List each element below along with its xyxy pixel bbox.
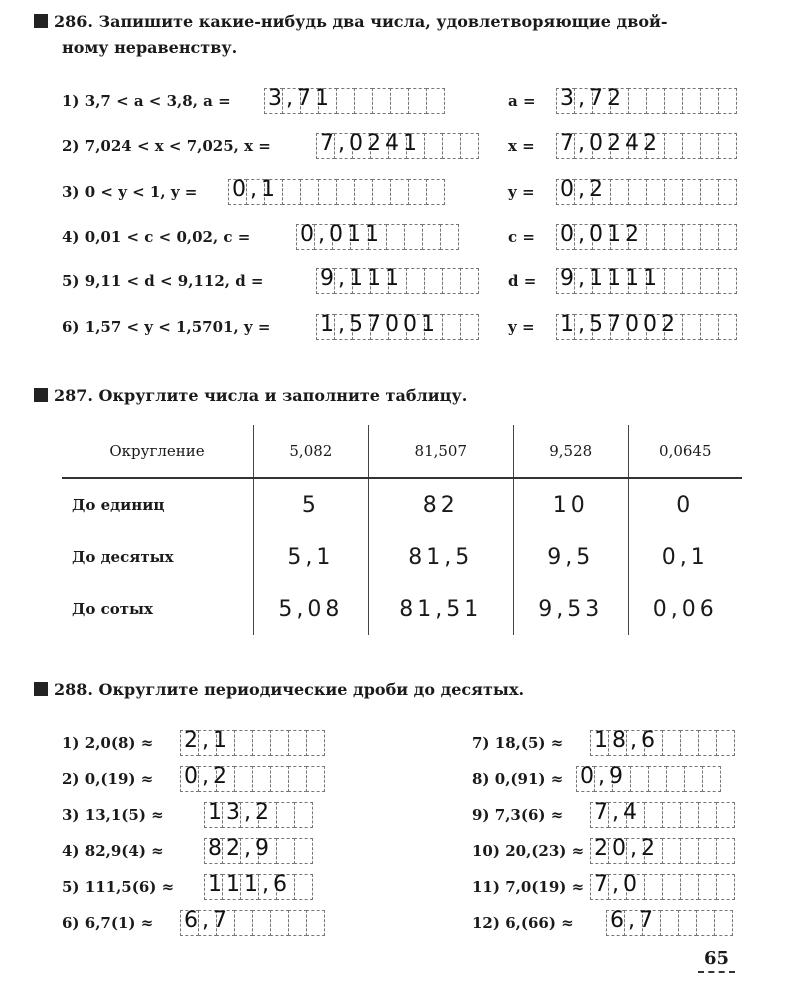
grid-cell — [682, 133, 701, 159]
answer-field[interactable] — [606, 910, 732, 936]
table-cell: 82 — [368, 478, 513, 531]
grid-cell — [700, 88, 719, 114]
grid-cell — [460, 268, 479, 294]
handwritten-answer: 6,7 — [610, 908, 657, 933]
grid-cell — [678, 910, 697, 936]
grid-cell — [664, 88, 683, 114]
answer-field[interactable] — [590, 730, 734, 756]
table-cell: 5,08 — [254, 583, 369, 635]
grid-cell — [700, 133, 719, 159]
grid-cell — [424, 268, 443, 294]
grid-cell — [300, 179, 319, 205]
grid-cell — [372, 179, 391, 205]
answer-field[interactable] — [228, 179, 444, 205]
table-cell: 0,1 — [661, 544, 709, 570]
handwritten-answer: 0,2 — [560, 177, 607, 202]
grid-cell — [442, 268, 461, 294]
answer-field[interactable] — [204, 838, 312, 864]
handwritten-answer: 3,72 — [560, 86, 625, 111]
task-text-continuation: ному неравенству. — [62, 38, 238, 57]
grid-cell — [684, 766, 703, 792]
page-number: 65 — [698, 948, 735, 973]
answer-field[interactable] — [556, 133, 736, 159]
answer-field[interactable] — [316, 133, 478, 159]
grid-cell — [662, 838, 681, 864]
handwritten-answer: 9,111 — [320, 266, 403, 291]
grid-cell — [442, 314, 461, 340]
grid-cell — [408, 179, 427, 205]
grid-cell — [698, 838, 717, 864]
answer-field[interactable] — [316, 268, 478, 294]
grid-cell — [276, 802, 295, 828]
answer-field[interactable] — [204, 802, 312, 828]
grid-cell — [716, 730, 735, 756]
grid-cell — [288, 910, 307, 936]
grid-cell — [716, 874, 735, 900]
inequality-condition: 1) 3,7 < a < 3,8, a = — [62, 92, 231, 110]
grid-cell — [426, 88, 445, 114]
task-text: Запишите какие-нибудь два числа, удовлетворяющие двой- — [98, 12, 668, 31]
grid-cell — [700, 268, 719, 294]
task-288-heading — [34, 680, 524, 700]
fraction-question: 8) 0,(91) ≈ — [472, 770, 564, 788]
grid-cell — [680, 838, 699, 864]
answer-field[interactable] — [556, 224, 736, 250]
grid-cell — [442, 133, 461, 159]
grid-cell — [696, 910, 715, 936]
handwritten-answer: 0,011 — [300, 222, 383, 247]
grid-cell — [422, 224, 441, 250]
inequality-condition: 5) 9,11 < d < 9,112, d = — [62, 272, 264, 290]
grid-cell — [336, 179, 355, 205]
inequality-condition: 6) 1,57 < y < 1,5701, y = — [62, 318, 271, 336]
grid-cell — [234, 730, 253, 756]
table-header-row — [62, 425, 742, 478]
grid-cell — [318, 179, 337, 205]
grid-cell — [698, 874, 717, 900]
grid-cell — [718, 88, 737, 114]
grid-cell — [698, 802, 717, 828]
answer-field[interactable] — [316, 314, 478, 340]
handwritten-answer: 0,2 — [184, 764, 231, 789]
grid-cell — [714, 910, 733, 936]
table-cell: 5,1 — [254, 531, 369, 583]
table-row — [62, 531, 742, 583]
variable-label: d = — [508, 272, 537, 290]
task-287-heading — [34, 386, 467, 406]
handwritten-answer: 3,71 — [268, 86, 333, 111]
fraction-question: 10) 20,(23) ≈ — [472, 842, 585, 860]
answer-field[interactable] — [590, 874, 734, 900]
grid-cell — [354, 88, 373, 114]
grid-cell — [660, 910, 679, 936]
fraction-question: 5) 111,5(6) ≈ — [62, 878, 175, 896]
task-text: Округлите числа и заполните таблицу. — [98, 386, 468, 405]
answer-field[interactable] — [556, 179, 736, 205]
grid-cell — [662, 730, 681, 756]
fraction-question: 4) 82,9(4) ≈ — [62, 842, 164, 860]
handwritten-answer: 82,9 — [208, 836, 273, 861]
grid-cell — [294, 802, 313, 828]
table-cell: 0,06 — [652, 596, 718, 622]
grid-cell — [460, 133, 479, 159]
grid-cell — [276, 838, 295, 864]
grid-cell — [270, 910, 289, 936]
handwritten-answer: 0,012 — [560, 222, 643, 247]
task-text: Округлите периодические дроби до десятых. — [98, 680, 525, 699]
handwritten-answer: 0,9 — [580, 764, 627, 789]
grid-cell — [662, 874, 681, 900]
fraction-question: 9) 7,3(6) ≈ — [472, 806, 564, 824]
table-corner-label: Округление — [62, 425, 254, 478]
grid-cell — [630, 766, 649, 792]
task-number: 287. — [54, 386, 93, 405]
grid-cell — [682, 88, 701, 114]
handwritten-answer: 111,6 — [208, 872, 291, 897]
answer-field[interactable] — [296, 224, 458, 250]
grid-cell — [682, 314, 701, 340]
table-cell: 0 — [676, 492, 695, 518]
task-number: 286. — [54, 12, 93, 31]
grid-cell — [270, 730, 289, 756]
grid-cell — [664, 224, 683, 250]
grid-cell — [664, 133, 683, 159]
grid-cell — [700, 224, 719, 250]
grid-cell — [700, 314, 719, 340]
grid-cell — [408, 88, 427, 114]
grid-cell — [666, 766, 685, 792]
grid-cell — [372, 88, 391, 114]
grid-cell — [716, 802, 735, 828]
answer-field[interactable] — [576, 766, 720, 792]
row-label: До единиц — [62, 478, 254, 531]
fraction-question: 12) 6,(66) ≈ — [472, 914, 574, 932]
table-row — [62, 478, 742, 531]
inequality-condition: 3) 0 < y < 1, y = — [62, 183, 198, 201]
grid-cell — [288, 766, 307, 792]
grid-cell — [644, 802, 663, 828]
table-cell: 5 — [254, 478, 369, 531]
handwritten-answer: 9,1111 — [560, 266, 661, 291]
grid-cell — [460, 314, 479, 340]
answer-field[interactable] — [556, 314, 736, 340]
grid-cell — [628, 179, 647, 205]
fraction-question: 6) 6,7(1) ≈ — [62, 914, 154, 932]
grid-cell — [390, 179, 409, 205]
grid-cell — [680, 730, 699, 756]
answer-field[interactable] — [204, 874, 312, 900]
grid-cell — [646, 179, 665, 205]
grid-cell — [698, 730, 717, 756]
grid-cell — [664, 268, 683, 294]
handwritten-answer: 1,57002 — [560, 312, 679, 337]
task-286-heading — [34, 12, 668, 32]
table-cell: 10 — [513, 478, 628, 531]
row-label: До десятых — [62, 531, 254, 583]
grid-cell — [610, 179, 629, 205]
column-header: 81,507 — [368, 425, 513, 478]
column-header: 9,528 — [513, 425, 628, 478]
answer-field[interactable] — [180, 910, 324, 936]
grid-cell — [718, 224, 737, 250]
task-marker-icon — [34, 682, 48, 696]
handwritten-answer: 1,57001 — [320, 312, 439, 337]
task-marker-icon — [34, 14, 48, 28]
handwritten-answer: 7,4 — [594, 800, 641, 825]
handwritten-answer: 7,0241 — [320, 131, 421, 156]
grid-cell — [386, 224, 405, 250]
task-marker-icon — [34, 388, 48, 402]
handwritten-answer: 6,7 — [184, 908, 231, 933]
grid-cell — [294, 838, 313, 864]
handwritten-answer: 13,2 — [208, 800, 273, 825]
grid-cell — [682, 179, 701, 205]
grid-cell — [252, 730, 271, 756]
grid-cell — [700, 179, 719, 205]
grid-cell — [440, 224, 459, 250]
grid-cell — [646, 88, 665, 114]
fraction-question: 3) 13,1(5) ≈ — [62, 806, 164, 824]
grid-cell — [294, 874, 313, 900]
grid-cell — [718, 314, 737, 340]
table-cell: 81,51 — [368, 583, 513, 635]
grid-cell — [646, 224, 665, 250]
variable-label: y = — [508, 183, 535, 201]
grid-cell — [426, 179, 445, 205]
table-cell: 9,53 — [513, 583, 628, 635]
fraction-question: 11) 7,0(19) ≈ — [472, 878, 585, 896]
grid-cell — [306, 766, 325, 792]
grid-cell — [406, 268, 425, 294]
grid-cell — [682, 268, 701, 294]
variable-label: c = — [508, 228, 535, 246]
variable-label: a = — [508, 92, 536, 110]
grid-cell — [404, 224, 423, 250]
task-number: 288. — [54, 680, 93, 699]
grid-cell — [288, 730, 307, 756]
grid-cell — [282, 179, 301, 205]
grid-cell — [664, 179, 683, 205]
grid-cell — [270, 766, 289, 792]
table-cell: 81,5 — [368, 531, 513, 583]
fraction-question: 7) 18,(5) ≈ — [472, 734, 564, 752]
variable-label: x = — [508, 137, 535, 155]
answer-field[interactable] — [264, 88, 444, 114]
inequality-condition: 4) 0,01 < c < 0,02, c = — [62, 228, 251, 246]
grid-cell — [252, 766, 271, 792]
handwritten-answer: 2,1 — [184, 728, 231, 753]
table-row — [62, 583, 742, 635]
handwritten-answer: 0,1 — [232, 177, 279, 202]
column-header: 0,0645 — [628, 425, 742, 478]
variable-label: y = — [508, 318, 535, 336]
grid-cell — [628, 88, 647, 114]
grid-cell — [306, 910, 325, 936]
rounding-table — [62, 425, 742, 635]
grid-cell — [390, 88, 409, 114]
grid-cell — [718, 179, 737, 205]
grid-cell — [234, 910, 253, 936]
fraction-question: 2) 0,(19) ≈ — [62, 770, 154, 788]
answer-field[interactable] — [180, 766, 324, 792]
grid-cell — [718, 268, 737, 294]
grid-cell — [336, 88, 355, 114]
answer-field[interactable] — [590, 802, 734, 828]
grid-cell — [682, 224, 701, 250]
inequality-condition: 2) 7,024 < x < 7,025, x = — [62, 137, 271, 155]
answer-field[interactable] — [556, 268, 736, 294]
grid-cell — [648, 766, 667, 792]
handwritten-answer: 7,0242 — [560, 131, 661, 156]
grid-cell — [354, 179, 373, 205]
grid-cell — [662, 802, 681, 828]
grid-cell — [644, 874, 663, 900]
grid-cell — [716, 838, 735, 864]
answer-field[interactable] — [590, 838, 734, 864]
grid-cell — [680, 802, 699, 828]
column-header: 5,082 — [254, 425, 369, 478]
handwritten-answer: 20,2 — [594, 836, 659, 861]
answer-field[interactable] — [180, 730, 324, 756]
row-label: До сотых — [62, 583, 254, 635]
grid-cell — [306, 730, 325, 756]
handwritten-answer: 18,6 — [594, 728, 659, 753]
grid-cell — [702, 766, 721, 792]
grid-cell — [718, 133, 737, 159]
fraction-question: 1) 2,0(8) ≈ — [62, 734, 154, 752]
answer-field[interactable] — [556, 88, 736, 114]
grid-cell — [234, 766, 253, 792]
grid-cell — [252, 910, 271, 936]
grid-cell — [680, 874, 699, 900]
handwritten-answer: 7,0 — [594, 872, 641, 897]
grid-cell — [424, 133, 443, 159]
table-cell: 9,5 — [513, 531, 628, 583]
